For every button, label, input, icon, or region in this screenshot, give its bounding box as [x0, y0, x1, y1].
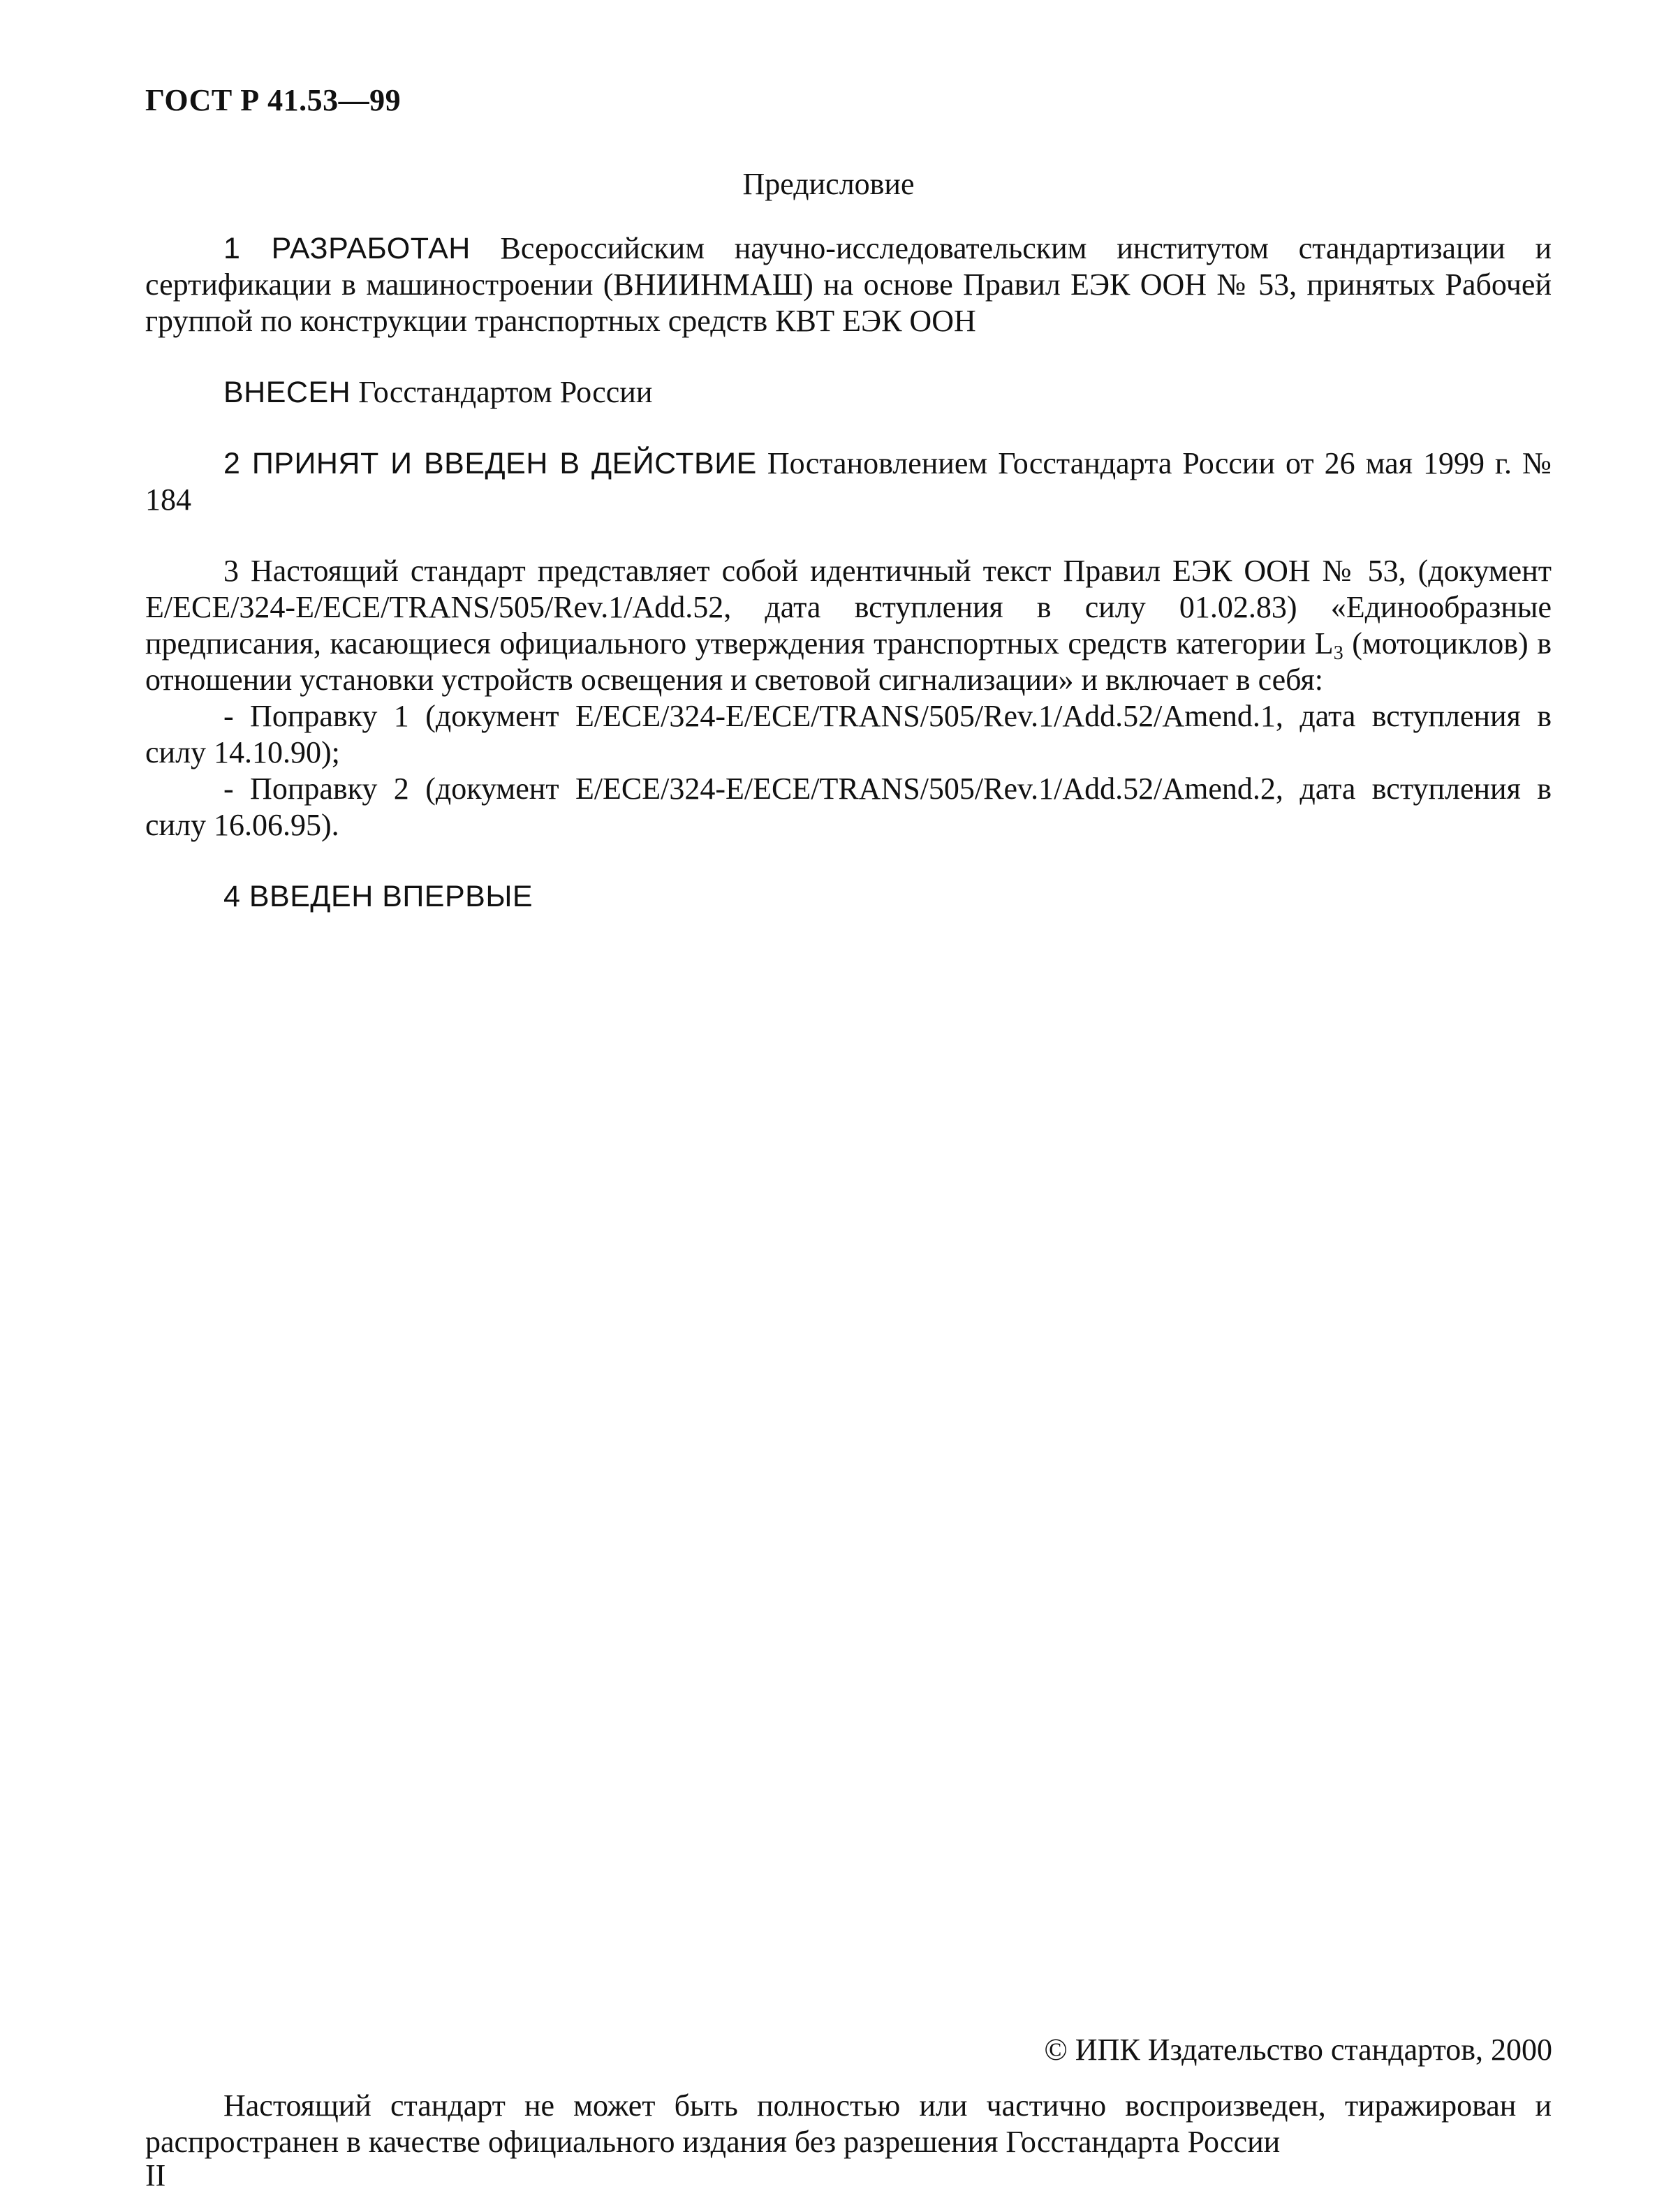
paragraph-4-lead: 4 ВВЕДЕН ВПЕРВЫЕ — [223, 880, 533, 913]
reproduction-notice: Настоящий стандарт не может быть полностью или частично воспроизведен, тиражирован и распространен в качестве официального издания без разрешения Госстандарта России — [145, 2088, 1552, 2159]
page-title: Предисловие — [742, 167, 915, 201]
paragraph-introduced-lead: ВНЕСЕН — [223, 376, 351, 409]
amendment-item-2: - Поправку 2 (документ E/ECE/324-E/ECE/TRANS/505/Rev.1/Add.52/Amend.2, дата вступления в силу 16.06.95). — [145, 772, 1552, 842]
paragraph-1-text: Всероссийским научно-исследовательским институтом стандартизации и сертификации в машиностроении (ВНИИНМАШ) на основе Правил ЕЭК ООН № 53, принятых Рабочей группой по конструкции транспортных средств КВТ ЕЭК ООН — [145, 231, 1552, 338]
page-number: II — [145, 2158, 166, 2192]
paragraph-3 — [145, 553, 1552, 698]
paragraph-1 — [145, 230, 1552, 339]
amendment-item-1: - Поправку 1 (документ E/ECE/324-E/ECE/TRANS/505/Rev.1/Add.52/Amend.1, дата вступления в силу 14.10.90); — [145, 699, 1552, 769]
paragraph-3-subscript: 3 — [1333, 642, 1343, 664]
paragraph-introduced-text: Госстандартом России — [351, 375, 653, 409]
copyright-line: © ИПК Издательство стандартов, 2000 — [1044, 2033, 1552, 2067]
foreword-body — [145, 230, 1552, 915]
paragraph-2 — [145, 445, 1552, 518]
paragraph-3-text-post: (мотоциклов) в отношении установки устройств освещения и световой сигнализации» и включает в себя: — [145, 626, 1552, 697]
standard-code: ГОСТ Р 41.53—99 — [145, 83, 402, 117]
paragraph-2-text: Постановлением Госстандарта России от 26 мая 1999 г. № 184 — [145, 446, 1552, 517]
paragraph-4 — [145, 878, 1552, 915]
paragraph-1-lead: 1 РАЗРАБОТАН — [223, 232, 471, 265]
paragraph-2-lead: 2 ПРИНЯТ И ВВЕДЕН В ДЕЙСТВИЕ — [223, 447, 757, 480]
paragraph-3-text-pre: 3 Настоящий стандарт представляет собой идентичный текст Правил ЕЭК ООН № 53, (документ E/ECE/324-E/ECE/TRANS/505/Rev.1/Add.52, дата вступления в силу 01.02.83) «Единообразные предписания, касающиеся официального утверждения транспортных средств категории L — [145, 554, 1552, 661]
paragraph-introduced — [145, 374, 1552, 411]
